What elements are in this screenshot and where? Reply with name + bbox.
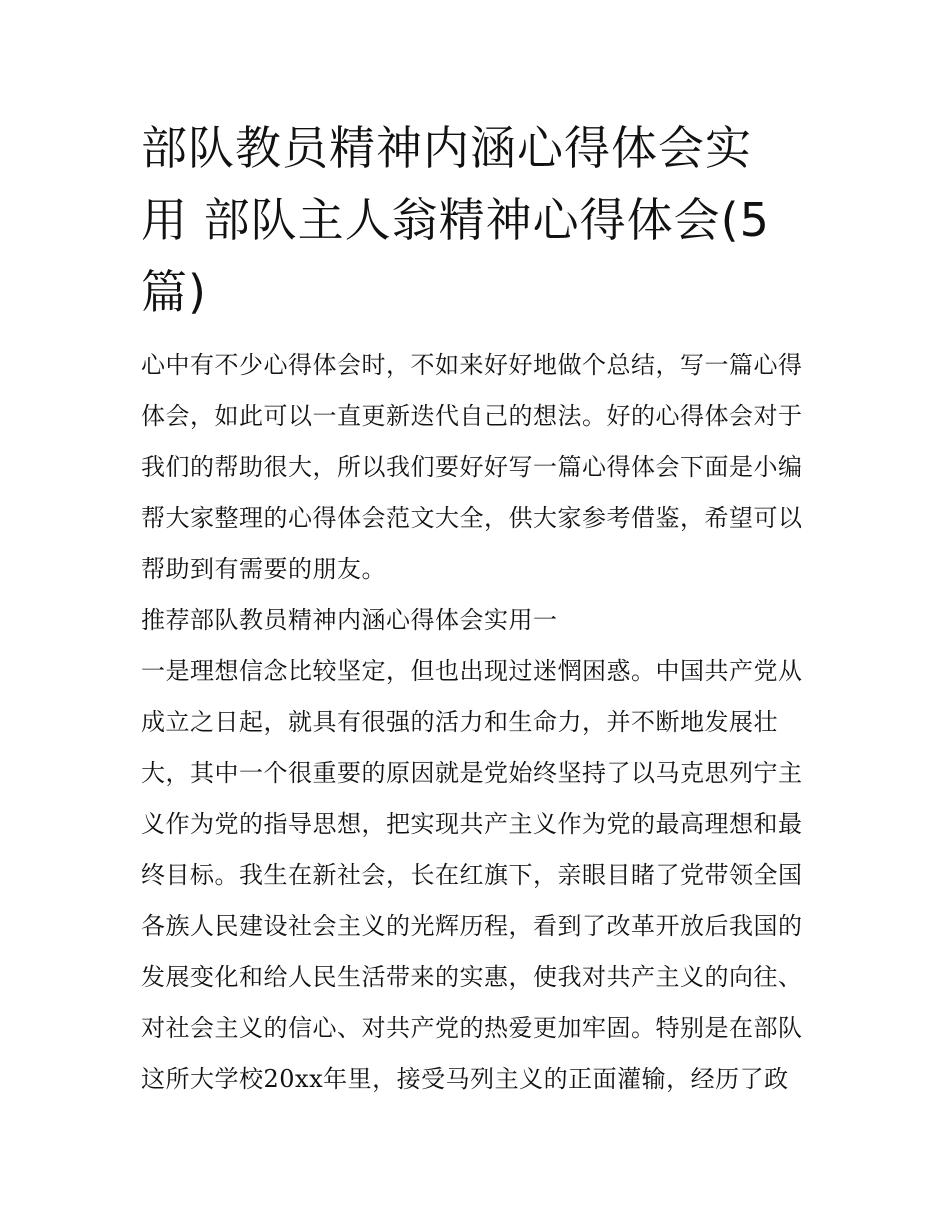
- section-line: 终目标。我生在新社会，长在红旗下，亲眼目睹了党带领全国: [141, 861, 803, 889]
- title-line-2: 用 部队主人翁精神心得体会(5: [141, 193, 770, 247]
- document-body: [141, 340, 813, 1105]
- intro-paragraph: [141, 340, 813, 595]
- title-line-1: 部队教员精神内涵心得体会实: [141, 121, 752, 175]
- intro-line: 体会，如此可以一直更新迭代自己的想法。好的心得体会对于: [141, 402, 803, 430]
- section-line: 成立之日起，就具有很强的活力和生命力，并不断地发展壮: [141, 708, 778, 736]
- section-line: 义作为党的指导思想，把实现共产主义作为党的最高理想和最: [141, 810, 803, 838]
- intro-line: 心中有不少心得体会时，不如来好好地做个总结，写一篇心得: [141, 351, 803, 379]
- section-heading: 推荐部队教员精神内涵心得体会实用一: [141, 606, 558, 634]
- intro-line: 我们的帮助很大，所以我们要好好写一篇心得体会下面是小编: [141, 453, 803, 481]
- document-page: [141, 112, 813, 1105]
- title-line-3: 篇): [141, 265, 207, 319]
- section-line: 这所大学校20xx年里，接受马列主义的正面灌输，经历了政: [141, 1065, 789, 1093]
- intro-line: 帮大家整理的心得体会范文大全，供大家参考借鉴，希望可以: [141, 504, 803, 532]
- section-line: 对社会主义的信心、对共产党的热爱更加牢固。特别是在部队: [141, 1014, 803, 1042]
- section-paragraph: [141, 646, 813, 1105]
- section-line: 发展变化和给人民生活带来的实惠，使我对共产主义的向往、: [141, 963, 803, 991]
- section-line: 大，其中一个很重要的原因就是党始终坚持了以马克思列宁主: [141, 759, 803, 787]
- document-title: [141, 112, 813, 328]
- section-line: 各族人民建设社会主义的光辉历程，看到了改革开放后我国的: [141, 912, 803, 940]
- intro-line: 帮助到有需要的朋友。: [141, 555, 386, 583]
- section-line: 一是理想信念比较坚定，但也出现过迷惘困惑。中国共产党从: [141, 657, 803, 685]
